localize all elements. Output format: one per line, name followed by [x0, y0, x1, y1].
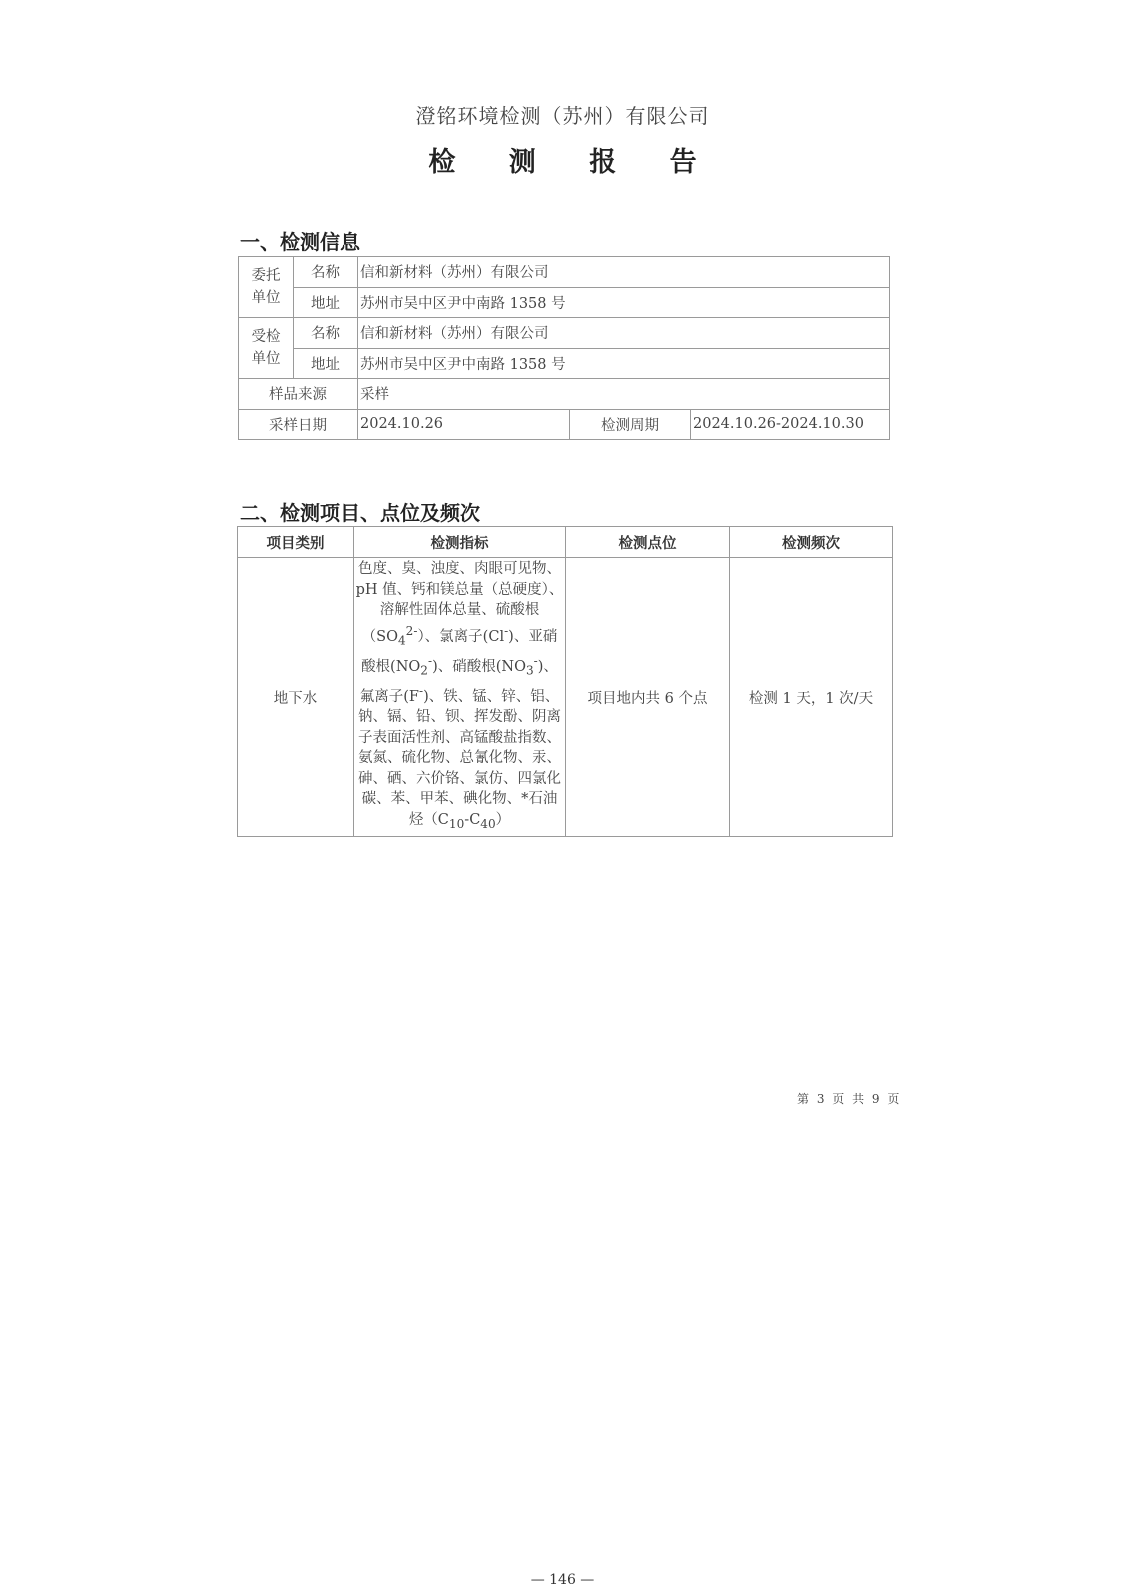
no3-subscript: 3	[525, 663, 534, 678]
cl-superscript: -	[504, 623, 509, 638]
indicators-text-3: )、亚硝酸根(NO	[361, 628, 558, 675]
detection-period-label: 检测周期	[570, 409, 691, 440]
header-location: 检测点位	[566, 527, 730, 558]
category-cell: 地下水	[238, 558, 354, 837]
sample-source-value: 采样	[358, 379, 890, 410]
page-number: 第 3 页 共 9 页	[797, 1092, 902, 1106]
indicators-text-1: 色度、臭、浊度、肉眼可见物、pH 值、钙和镁总量（总硬度）、溶解性固体总量、硫酸根（SO	[355, 561, 564, 645]
items-locations-table	[237, 526, 893, 837]
header-frequency: 检测频次	[730, 527, 893, 558]
tested-name-label: 名称	[294, 318, 358, 349]
tested-unit-label	[239, 318, 294, 379]
table-row	[238, 558, 893, 837]
sampling-date-label: 采样日期	[239, 409, 358, 440]
client-address-value: 苏州市吴中区尹中南路 1358 号	[358, 287, 890, 318]
tested-name-value: 信和新材料（苏州）有限公司	[358, 318, 890, 349]
table-row	[239, 379, 890, 410]
client-name-label: 名称	[294, 257, 358, 288]
page-footer-number: — 146 —	[530, 1572, 595, 1588]
tested-address-label: 地址	[294, 348, 358, 379]
c40-subscript: 40	[480, 816, 496, 831]
location-cell: 项目地内共 6 个点	[566, 558, 730, 837]
table-row	[239, 318, 890, 349]
indicators-cell	[354, 558, 566, 837]
client-unit-label	[239, 257, 294, 318]
indicators-text-6: )、铁、锰、锌、铝、钠、镉、铅、钡、挥发酚、阴离子表面活性剂、高锰酸盐指数、氨氮、硫化物、总氰化物、汞、砷、硒、六价铬、氯仿、四氯化碳、苯、甲苯、碘化物、*石油烃（C	[358, 688, 561, 828]
table-row	[239, 348, 890, 379]
indicators-text-5: )、氟离子(F	[359, 658, 558, 705]
f-superscript: -	[418, 683, 424, 698]
report-title: 检 测 报 告	[428, 147, 719, 178]
no2-superscript: -	[427, 653, 433, 668]
table-row	[239, 287, 890, 318]
c10-subscript: 10	[448, 816, 465, 831]
detection-period-value: 2024.10.26-2024.10.30	[691, 409, 890, 440]
client-name-value: 信和新材料（苏州）有限公司	[358, 257, 890, 288]
indicators-text-2: ）、氯离子(Cl	[417, 628, 505, 645]
client-address-label: 地址	[294, 287, 358, 318]
sampling-date-value: 2024.10.26	[358, 409, 570, 440]
table-row	[239, 409, 890, 440]
header-category: 项目类别	[238, 527, 354, 558]
indicators-text-7: -C	[464, 811, 481, 828]
header-indicators: 检测指标	[354, 527, 566, 558]
sample-source-label: 样品来源	[239, 379, 358, 410]
so4-superscript: 2-	[405, 623, 418, 638]
company-name: 澄铭环境检测（苏州）有限公司	[415, 104, 710, 128]
client-unit-label-text: 委托 单位	[251, 268, 281, 306]
section-title-items-locations: 二、检测项目、点位及频次	[240, 501, 480, 525]
section-title-detection-info: 一、检测信息	[240, 230, 360, 254]
so4-subscript: 4	[397, 633, 406, 648]
tested-unit-label-text: 受检 单位	[251, 329, 281, 367]
no3-superscript: -	[533, 653, 538, 668]
detection-info-table	[238, 256, 890, 440]
indicators-text-8: ）	[495, 811, 511, 828]
no2-subscript: 2	[420, 663, 428, 678]
table-header-row	[238, 527, 893, 558]
indicators-text-4: )、硝酸根(NO	[432, 658, 526, 675]
table-row	[239, 257, 890, 288]
frequency-cell: 检测 1 天，1 次/天	[730, 558, 893, 837]
tested-address-value: 苏州市吴中区尹中南路 1358 号	[358, 348, 890, 379]
